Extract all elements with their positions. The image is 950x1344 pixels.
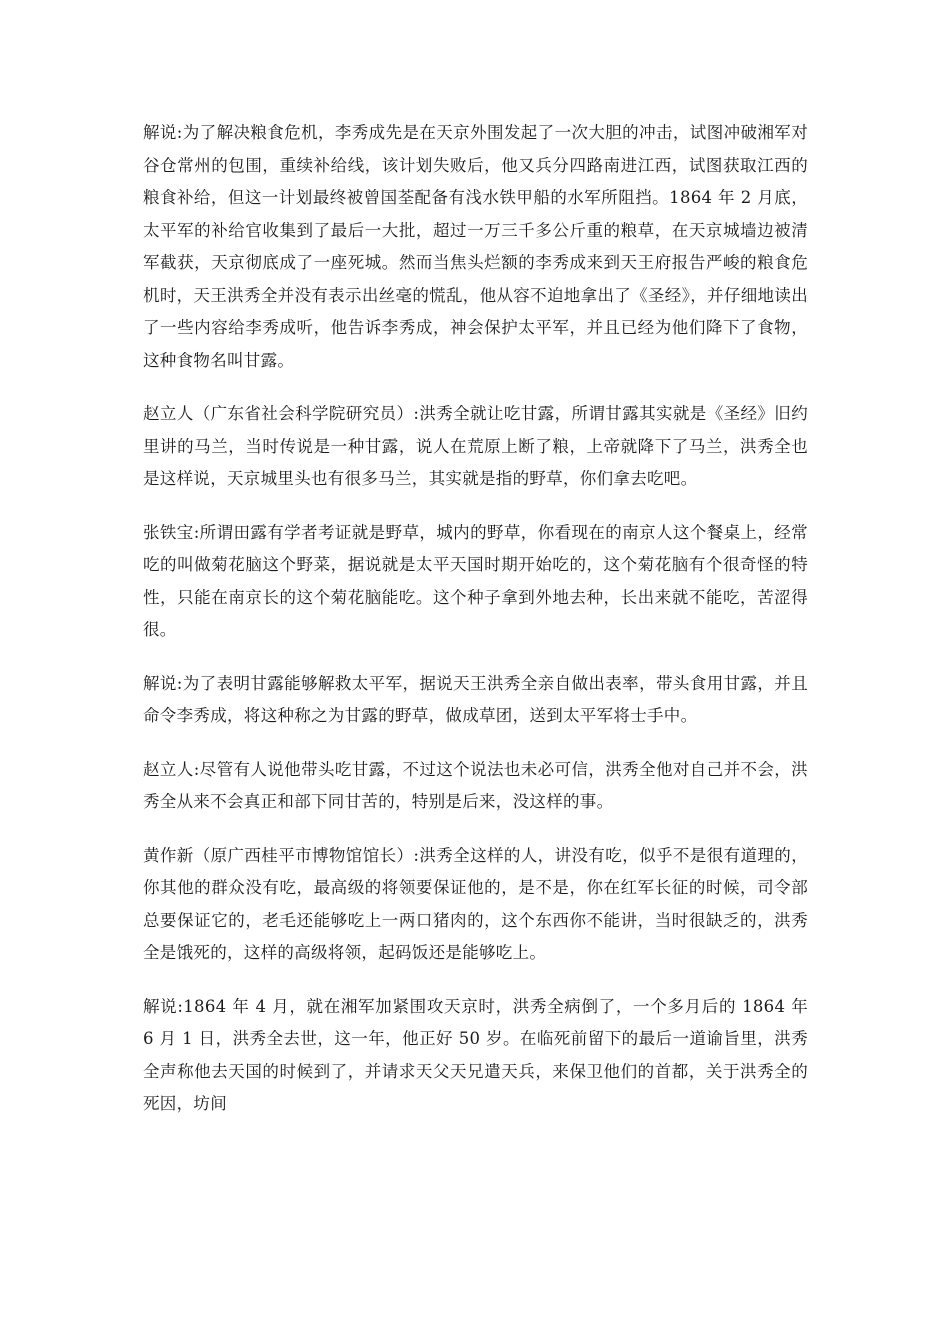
paragraph-narration-2 <box>143 668 808 733</box>
paragraph-text: 所谓田露有学者考证就是野草，城内的野草，你看现在的南京人这个餐桌上，经常吃的叫做菊花脑这个野菜，据说就是太平天国时期开始吃的，这个菊花脑有个很奇怪的特性，只能在南京长的这个菊花脑能吃。这个种子拿到外地去种，长出来就不能吃，苦涩得很。 <box>143 522 808 639</box>
speaker-label: 解说: <box>143 996 184 1016</box>
paragraph-narration-3 <box>143 991 808 1121</box>
paragraph-text: 洪秀全这样的人，讲没有吃，似乎不是很有道理的，你其他的群众没有吃，最高级的将领要保证他的，是不是，你在红军长征的时候，司令部总要保证它的，老毛还能够吃上一两口猪肉的，这个东西你不能讲，当时很缺乏的，洪秀全是饿死的，这样的高级将领，起码饭还是能够吃上。 <box>143 845 808 962</box>
paragraph-zhang-tiebao <box>143 517 808 647</box>
speaker-label: 黄作新（原广西桂平市博物馆馆长）: <box>143 845 420 865</box>
paragraph-text: 为了表明甘露能够解救太平军，据说天王洪秀全亲自做出表率，带头食用甘露，并且命令李秀成，将这种称之为甘露的野草，做成草团，送到太平军将士手中。 <box>143 673 808 725</box>
speaker-label: 张铁宝: <box>143 522 200 542</box>
speaker-label: 赵立人（广东省社会科学院研究员）: <box>143 404 420 423</box>
paragraph-huang-zuoxin <box>143 840 808 970</box>
paragraph-text: 洪秀全就让吃甘露，所谓甘露其实就是《圣经》旧约里讲的马兰，当时传说是一种甘露，说人在荒原上断了粮，上帝就降下了马兰，洪秀全也是这样说，天京城里头也有很多马兰，其实就是指的野草，你们拿去吃吧。 <box>143 404 808 488</box>
paragraph-text: 1864 年 4 月，就在湘军加紧围攻天京时，洪秀全病倒了，一个多月后的 1864 年 6 月 1 日，洪秀全去世，这一年，他正好 50 岁。在临死前留下的最后一道谕旨里，洪秀全声称他去天国的时候到了，并请求天父天兄遣天兵，来保卫他们的首都，关于洪秀全的死因，坊间 <box>143 996 808 1113</box>
paragraph-text: 尽管有人说他带头吃甘露，不过这个说法也未必可信，洪秀全他对自己并不会，洪秀全从来不会真正和部下同甘苦的，特别是后来，没这样的事。 <box>143 759 808 811</box>
paragraph-text: 为了解决粮食危机，李秀成先是在天京外围发起了一次大胆的冲击，试图冲破湘军对谷仓常州的包围，重续补给线，该计划失败后，他又兵分四路南进江西，试图获取江西的粮食补给，但这一计划最终被曾国荃配备有浅水铁甲船的水军所阻挡。1864 年 2 月底，太平军的补给官收集到了最后一大批，超过一万三千多公斤重的粮草，在天京城墙边被清军截获，天京彻底成了一座死城。然而当焦头烂额的李秀成来到天王府报告严峻的粮食危机时，天王洪秀全并没有表示出丝毫的慌乱，他从容不迫地拿出了《圣经》，并仔细地读出了一些内容给李秀成听，他告诉李秀成，神会保护太平军，并且已经为他们降下了食物，这种食物名叫甘露。 <box>143 123 808 370</box>
speaker-label: 解说: <box>143 673 183 693</box>
speaker-label: 解说: <box>143 123 183 142</box>
document-body <box>143 117 808 1142</box>
paragraph-narration-1 <box>143 117 808 377</box>
paragraph-zhao-liren-2 <box>143 754 808 819</box>
speaker-label: 赵立人: <box>143 759 200 779</box>
paragraph-zhao-liren-1 <box>143 398 808 496</box>
